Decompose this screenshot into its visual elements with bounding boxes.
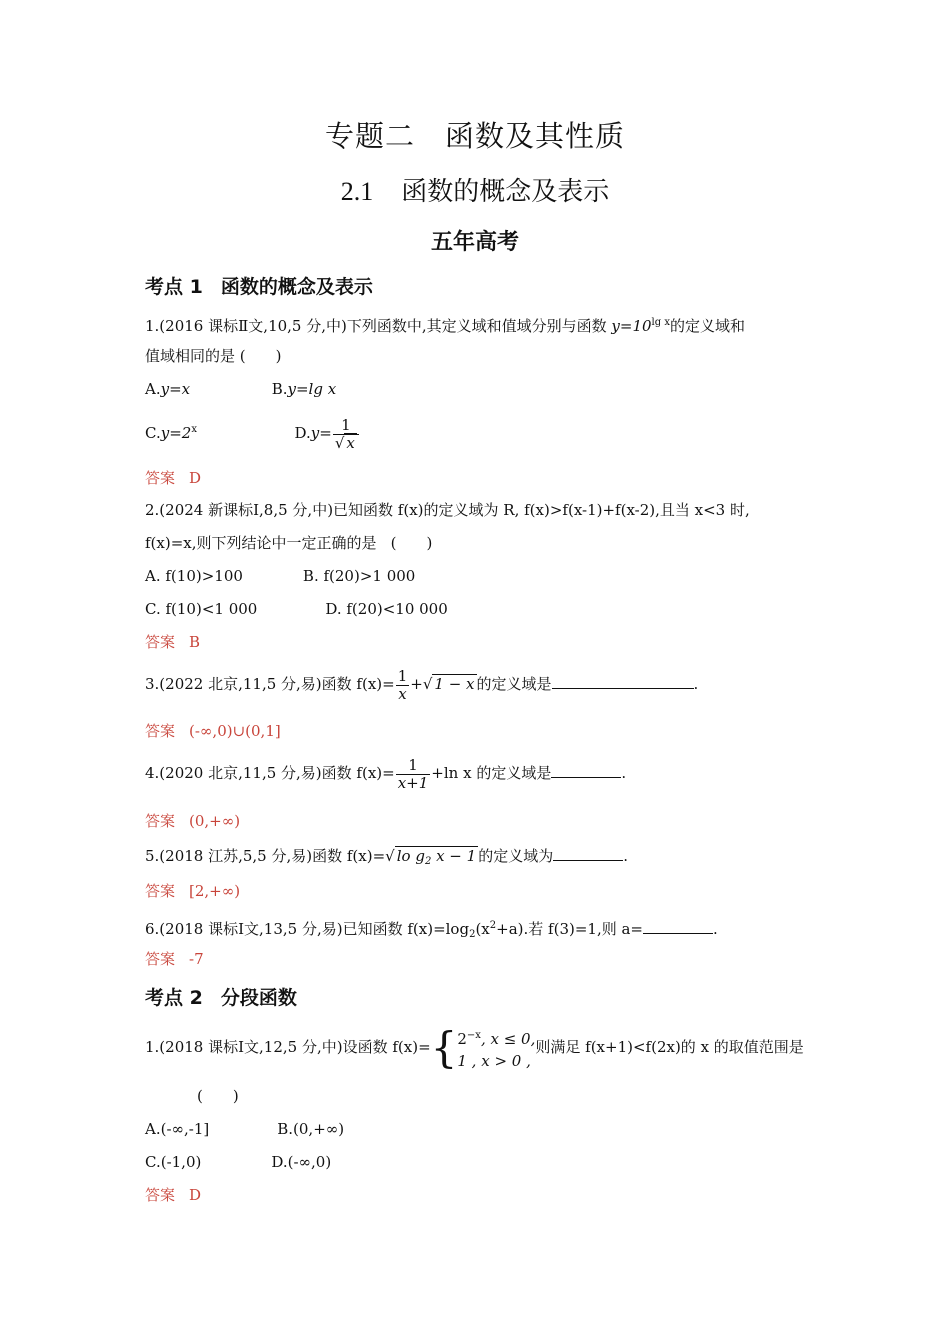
section-title — [0, 171, 950, 208]
q2-answer: 答案 B — [145, 633, 201, 651]
q1-option-b: B.y=lg x — [271, 380, 337, 398]
q7-option-b: B.(0,+∞) — [277, 1120, 345, 1138]
q1-stem-line2: 值域相同的是 ( ) — [145, 347, 282, 365]
section-number: 2.1 — [340, 177, 374, 206]
q2-option-b: B. f(20)>1 000 — [302, 567, 416, 585]
piecewise-cases: $2^{-x}$, x ≤ 0, 1 , x > 0 , — [457, 1029, 536, 1070]
q7-answer: 答案 D — [145, 1186, 202, 1204]
q1-stem: 1.(2016 课标Ⅱ文,10,5 分,中)下列函数中,其定义域和值域分别与函数 $y=10^{lg x}$的定义域和 — [145, 317, 745, 335]
q1-option-a: A.y=x — [145, 380, 191, 398]
q4-stem: 4.(2020 北京,11,5 分,易)函数 f(x)= $\frac{1}{x+1}$ +ln x 的定义域是 . — [145, 755, 627, 792]
left-brace-icon: { — [430, 1023, 458, 1072]
q2-stem-line2: f(x)=x,则下列结论中一定正确的是 ( ) — [145, 534, 433, 552]
fill-blank — [553, 846, 623, 861]
sqrt-icon: √ — [334, 433, 345, 452]
sqrt-icon: √ — [385, 847, 395, 865]
q7-option-d: D.(-∞,0) — [271, 1153, 332, 1171]
q2-option-a: A. f(10)>100 — [145, 567, 243, 585]
topic-heading-2 — [145, 983, 297, 1010]
q6-answer: 答案 -7 — [145, 950, 204, 968]
q1-options-cd — [145, 412, 360, 452]
q2-options-cd — [145, 599, 448, 619]
q1-options-ab — [145, 379, 336, 399]
q1-answer: 答案 D — [145, 469, 202, 487]
topic-heading-1 — [145, 272, 373, 299]
q1-option-d: D.y= $\frac{1}{√ x}$ — [295, 424, 360, 442]
q6-stem: 6.(2018 课标Ⅰ文,13,5 分,易)已知函数 $f(x)=\log_2(x^2+a)$.若 f(3)=1,则 a= . — [145, 920, 718, 940]
topic-label: 考点 1 — [145, 276, 203, 298]
topic-title: 函数的概念及表示 — [220, 276, 373, 298]
q7-options-cd — [145, 1152, 331, 1172]
q1-option-c: $C.y=2^x$ — [145, 424, 197, 442]
q2-stem: 2.(2024 新课标Ⅰ,8,5 分,中)已知函数 f(x)的定义域为 R, f(x)>f(x-1)+f(x-2),且当 x<3 时, — [145, 501, 750, 519]
q7-option-a: A.(-∞,-1] — [145, 1120, 210, 1138]
q3-answer: 答案 (-∞,0)∪(0,1] — [145, 722, 281, 740]
section-text: 函数的概念及表示 — [401, 177, 610, 207]
q2-options-ab — [145, 566, 415, 586]
q7-options-ab — [145, 1119, 344, 1139]
q5-stem: 5.(2018 江苏,5,5 分,易)函数 f(x)=√ lo $g_2$ x − 1 的定义域为 . — [145, 847, 628, 867]
topic-title: 分段函数 — [220, 987, 297, 1009]
subsection-title: 五年高考 — [430, 230, 519, 255]
fill-blank — [551, 763, 621, 778]
q5-answer: 答案 [2,+∞) — [145, 882, 241, 900]
q7-stem: 1.(2018 课标Ⅰ文,12,5 分,中)设函数 f(x)={ $2^{-x}$, x ≤ 0, 1 , x > 0 , 则满足 f(x+1)<f(2x)的 x 的取值范围是 — [145, 1023, 804, 1072]
fill-blank — [643, 919, 713, 934]
q7-option-c: C.(-1,0) — [145, 1153, 202, 1171]
topic-label: 考点 2 — [145, 987, 203, 1009]
fill-blank — [552, 674, 694, 689]
q7-paren: ( ) — [197, 1087, 239, 1105]
chapter-title: 专题二 函数及其性质 — [324, 119, 625, 153]
q4-answer: 答案 (0,+∞) — [145, 812, 241, 830]
q2-option-c: C. f(10)<1 000 — [145, 600, 258, 618]
q2-option-d: D. f(20)<10 000 — [325, 600, 448, 618]
sqrt-icon: √ — [422, 675, 433, 693]
q3-stem: 3.(2022 北京,11,5 分,易)函数 f(x)= $\frac{1}{x}$ +√ 1 − x 的定义域是 . — [145, 666, 699, 703]
